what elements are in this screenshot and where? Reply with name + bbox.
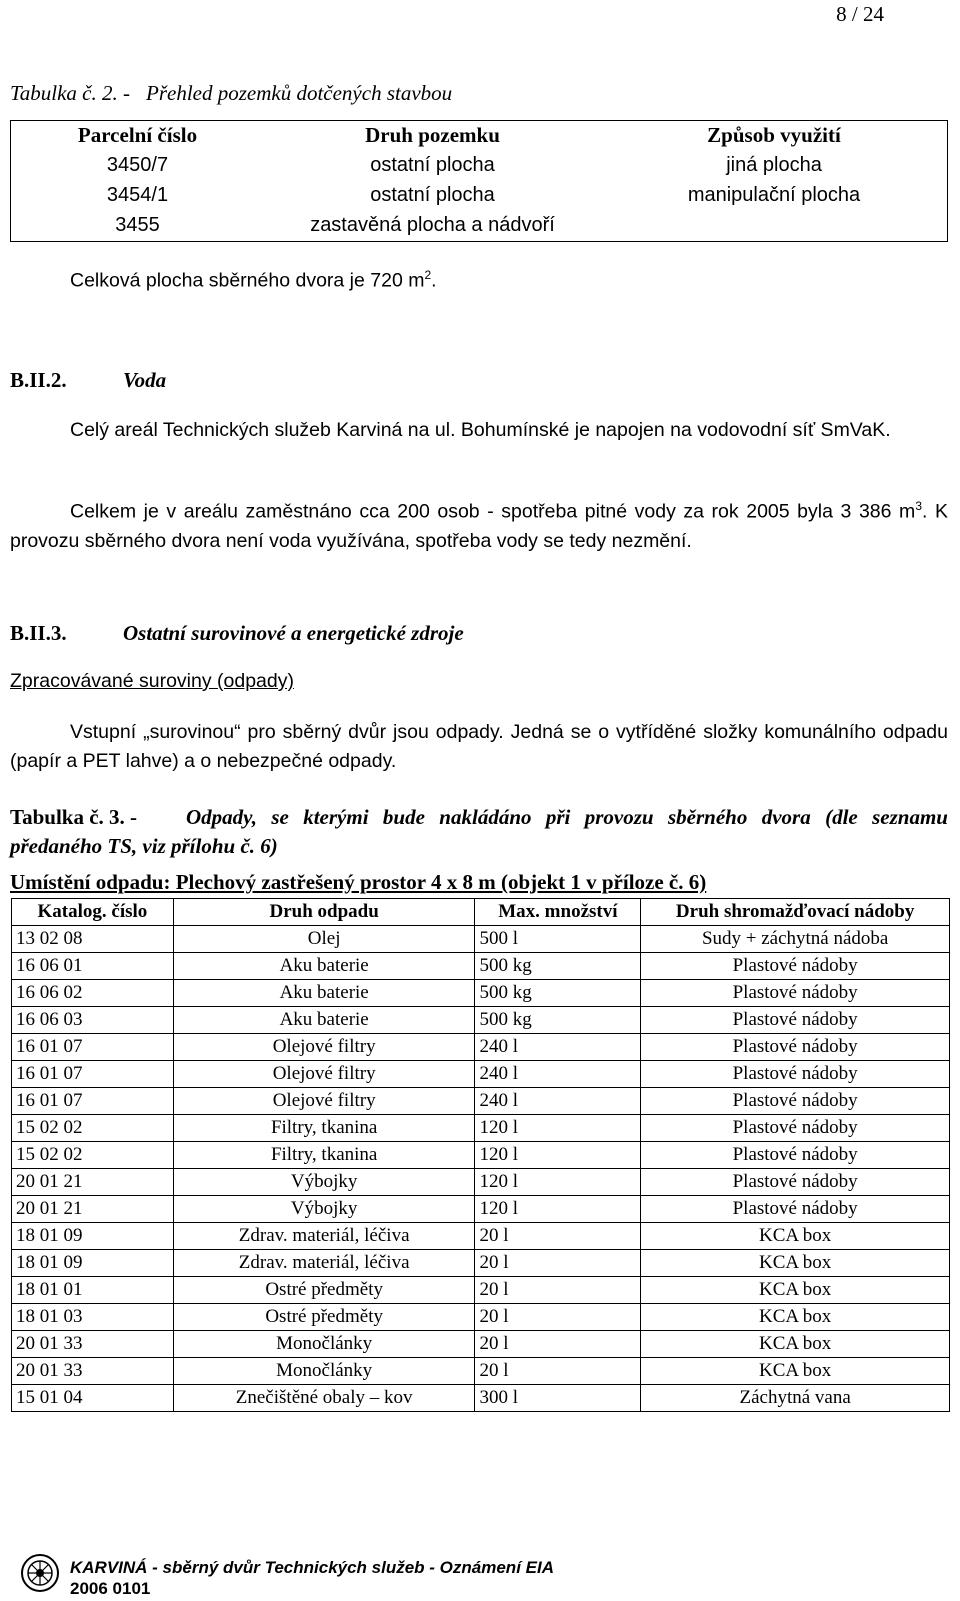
table-cell: 120 l bbox=[475, 1142, 641, 1169]
cubic-superscript: 3 bbox=[915, 499, 922, 513]
table-row bbox=[12, 1088, 950, 1115]
waste-location: Umístění odpadu: Plechový zastřešený prostor 4 x 8 m (objekt 1 v příloze č. 6) bbox=[10, 870, 707, 894]
table-cell: 500 kg bbox=[475, 1007, 641, 1034]
section-title: Voda bbox=[123, 368, 167, 392]
column-header: Parcelní číslo bbox=[77, 122, 198, 147]
table-row bbox=[12, 1385, 950, 1412]
table-cell: Olejové filtry bbox=[173, 1034, 475, 1061]
table-cell: KCA box bbox=[641, 1358, 950, 1385]
table-cell: 13 02 08 bbox=[12, 926, 174, 953]
table-cell: 20 l bbox=[475, 1331, 641, 1358]
section-number: B.II.3. bbox=[10, 621, 67, 645]
voda-paragraph-2-text-end: . K provozu sběrného dvora není voda využívána, spotřeba vody se tedy nezmění. bbox=[10, 500, 948, 552]
table-cell: Výbojky bbox=[173, 1196, 475, 1223]
table-cell: 16 06 02 bbox=[12, 980, 174, 1007]
zdroje-paragraph: Vstupní „surovinou“ pro sběrný dvůr jsou odpady. Jedná se o vytříděné složky komunálního odpadu (papír a PET lahve) a o nebezpečné odpady. bbox=[10, 721, 948, 772]
footer-line1: KARVINÁ - sběrný dvůr Technických služeb - Oznámení EIA bbox=[70, 1558, 554, 1577]
table-row bbox=[12, 953, 950, 980]
column-header: Max. množství bbox=[475, 899, 641, 926]
table-cell: 20 l bbox=[475, 1277, 641, 1304]
table-cell: 240 l bbox=[475, 1088, 641, 1115]
table-row bbox=[12, 980, 950, 1007]
table-row bbox=[12, 1223, 950, 1250]
section-number: B.II.2. bbox=[10, 368, 67, 392]
table-row bbox=[12, 1169, 950, 1196]
table-cell: Plastové nádoby bbox=[641, 1034, 950, 1061]
column-header: Druh odpadu bbox=[173, 899, 475, 926]
table-cell: 120 l bbox=[475, 1196, 641, 1223]
table-cell: 18 01 09 bbox=[12, 1223, 174, 1250]
table-cell: 16 06 03 bbox=[12, 1007, 174, 1034]
voda-paragraph-2 bbox=[10, 492, 948, 556]
table-row bbox=[12, 1277, 950, 1304]
column-header: Druh shromažďovací nádoby bbox=[641, 899, 950, 926]
company-seal-logo-icon bbox=[20, 1553, 60, 1593]
table-cell: KCA box bbox=[641, 1331, 950, 1358]
table-cell: 18 01 03 bbox=[12, 1304, 174, 1331]
table-cell: Aku baterie bbox=[173, 953, 475, 980]
table-cell: Ostré předměty bbox=[173, 1304, 475, 1331]
table-cell: 120 l bbox=[475, 1115, 641, 1142]
table-row bbox=[12, 926, 950, 953]
table-cell: 20 l bbox=[475, 1250, 641, 1277]
table-cell: 15 02 02 bbox=[12, 1142, 174, 1169]
table-cell: 240 l bbox=[475, 1061, 641, 1088]
table-cell: Plastové nádoby bbox=[641, 1142, 950, 1169]
table-cell: Monočlánky bbox=[173, 1358, 475, 1385]
table-cell: 500 l bbox=[475, 926, 641, 953]
table-cell: Záchytná vana bbox=[641, 1385, 950, 1412]
section-voda-heading bbox=[10, 368, 166, 393]
table-cell: 18 01 09 bbox=[12, 1250, 174, 1277]
total-area-superscript: 2 bbox=[424, 268, 432, 282]
table-cell: 15 01 04 bbox=[12, 1385, 174, 1412]
table-row bbox=[10, 210, 948, 240]
table-row bbox=[12, 1007, 950, 1034]
table-cell: Výbojky bbox=[173, 1169, 475, 1196]
table1-caption-title: Přehled pozemků dotčených stavbou bbox=[146, 81, 453, 105]
table-cell: Olejové filtry bbox=[173, 1061, 475, 1088]
table-cell: 500 kg bbox=[475, 980, 641, 1007]
table-row bbox=[12, 1196, 950, 1223]
table-cell: 20 l bbox=[475, 1358, 641, 1385]
table-cell: Plastové nádoby bbox=[641, 980, 950, 1007]
table-cell: ostatní plocha bbox=[370, 183, 495, 206]
table-cell: Olej bbox=[173, 926, 475, 953]
total-area-line bbox=[70, 268, 437, 293]
table-cell: KCA box bbox=[641, 1250, 950, 1277]
table1-caption-number: Tabulka č. 2. - bbox=[10, 81, 130, 105]
table-cell: 240 l bbox=[475, 1034, 641, 1061]
section-title: Ostatní surovinové a energetické zdroje bbox=[123, 621, 464, 645]
voda-paragraph-2-text: Celkem je v areálu zaměstnáno cca 200 osob - spotřeba pitné vody za rok 2005 byla 3 386 m bbox=[70, 500, 916, 523]
table-cell: Znečištěné obaly – kov bbox=[173, 1385, 475, 1412]
table-cell: 300 l bbox=[475, 1385, 641, 1412]
table-row bbox=[12, 1304, 950, 1331]
table-row bbox=[12, 1142, 950, 1169]
table-row bbox=[12, 1358, 950, 1385]
table-row bbox=[12, 1331, 950, 1358]
total-area-text: Celková plocha sběrného dvora je 720 m bbox=[70, 269, 425, 292]
voda-paragraph-1: Celý areál Technických služeb Karviná na ul. Bohumínské je napojen na vodovodní síť SmVaK. bbox=[70, 419, 891, 441]
table-cell: 20 l bbox=[475, 1223, 641, 1250]
table-cell: Sudy + záchytná nádoba bbox=[641, 926, 950, 953]
table-cell: Plastové nádoby bbox=[641, 1007, 950, 1034]
table-cell: 3454/1 bbox=[106, 183, 169, 206]
table2-caption-number: Tabulka č. 3. - bbox=[10, 805, 138, 829]
table-cell: zastavěná plocha a nádvoří bbox=[310, 213, 555, 236]
table-cell: jiná plocha bbox=[726, 153, 822, 176]
table-header-row bbox=[12, 899, 950, 926]
table-cell: Plastové nádoby bbox=[641, 1115, 950, 1142]
column-header: Druh pozemku bbox=[365, 122, 500, 147]
table-cell: 120 l bbox=[475, 1169, 641, 1196]
table-cell: 20 01 21 bbox=[12, 1169, 174, 1196]
table-cell: KCA box bbox=[641, 1304, 950, 1331]
table-cell: Plastové nádoby bbox=[641, 1061, 950, 1088]
section-zdroje-heading bbox=[10, 621, 464, 646]
table-cell: Plastové nádoby bbox=[641, 1088, 950, 1115]
table-cell: Ostré předměty bbox=[173, 1277, 475, 1304]
table-cell: ostatní plocha bbox=[370, 153, 495, 176]
subheading: Zpracovávané suroviny (odpady) bbox=[10, 670, 294, 692]
table-row bbox=[12, 1250, 950, 1277]
table-cell: 20 01 33 bbox=[12, 1331, 174, 1358]
table-cell: 3455 bbox=[115, 213, 160, 236]
page-number: 8 / 24 bbox=[836, 2, 884, 26]
table2-caption bbox=[10, 803, 948, 861]
table-row bbox=[12, 1061, 950, 1088]
table-cell: Zdrav. materiál, léčiva bbox=[173, 1223, 475, 1250]
table-cell: 20 01 21 bbox=[12, 1196, 174, 1223]
table-row bbox=[12, 1115, 950, 1142]
table-cell: 16 01 07 bbox=[12, 1061, 174, 1088]
table-cell: Aku baterie bbox=[173, 1007, 475, 1034]
table2-caption-title: Odpady, se kterými bude nakládáno při provozu sběrného dvora (dle seznamu předaného TS, viz přílohu č. 6) bbox=[10, 805, 948, 858]
total-area-end: . bbox=[431, 269, 437, 292]
waste-table bbox=[11, 898, 950, 1412]
column-header: Katalog. číslo bbox=[12, 899, 174, 926]
table-cell: Monočlánky bbox=[173, 1331, 475, 1358]
table-cell: manipulační plocha bbox=[687, 183, 861, 206]
table-cell: 20 l bbox=[475, 1304, 641, 1331]
table-cell: Plastové nádoby bbox=[641, 953, 950, 980]
table-cell: Plastové nádoby bbox=[641, 1196, 950, 1223]
parcel-table bbox=[10, 120, 948, 240]
table-cell bbox=[600, 210, 948, 240]
table-cell: Plastové nádoby bbox=[641, 1169, 950, 1196]
table-cell: Zdrav. materiál, léčiva bbox=[173, 1250, 475, 1277]
table-cell: 3450/7 bbox=[106, 153, 169, 176]
table-cell: 500 kg bbox=[475, 953, 641, 980]
column-header: Způsob využití bbox=[707, 122, 841, 147]
footer bbox=[70, 1557, 554, 1599]
table-header-row bbox=[10, 120, 948, 150]
table-cell: 20 01 33 bbox=[12, 1358, 174, 1385]
table-cell: 16 01 07 bbox=[12, 1088, 174, 1115]
footer-line2: 2006 0101 bbox=[70, 1579, 151, 1598]
table-cell: 16 01 07 bbox=[12, 1034, 174, 1061]
table-cell: 15 02 02 bbox=[12, 1115, 174, 1142]
table-cell: Aku baterie bbox=[173, 980, 475, 1007]
table-cell: Filtry, tkanina bbox=[173, 1142, 475, 1169]
table-cell: 16 06 01 bbox=[12, 953, 174, 980]
table-cell: KCA box bbox=[641, 1277, 950, 1304]
table-row bbox=[12, 1034, 950, 1061]
table-cell: Filtry, tkanina bbox=[173, 1115, 475, 1142]
table-cell: 18 01 01 bbox=[12, 1277, 174, 1304]
table-cell: Olejové filtry bbox=[173, 1088, 475, 1115]
table-row bbox=[10, 180, 948, 210]
table1-caption bbox=[10, 81, 452, 106]
table-row bbox=[10, 150, 948, 180]
table-cell: KCA box bbox=[641, 1223, 950, 1250]
